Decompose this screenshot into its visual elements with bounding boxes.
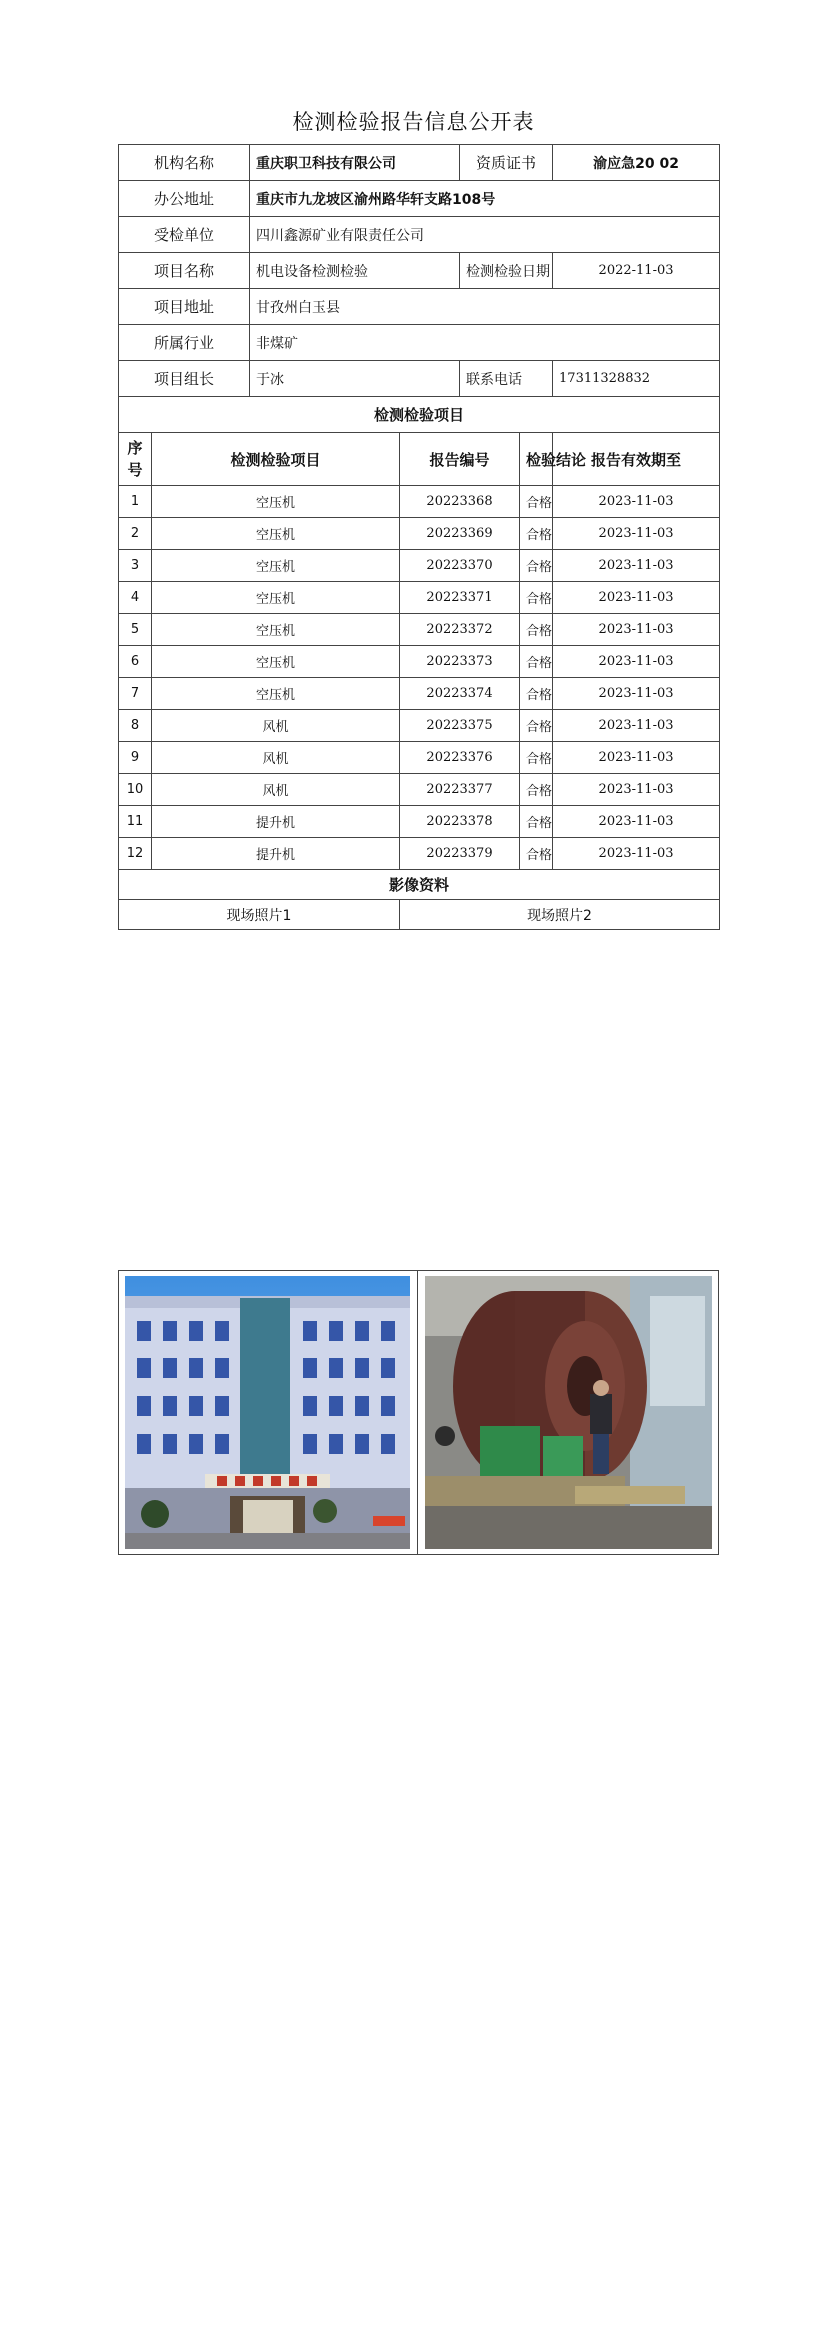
office-label: 办公地址 — [119, 181, 250, 217]
item-conclusion: 合格 — [520, 678, 553, 710]
item-report-no: 20223368 — [400, 486, 520, 518]
header-conclusion: 检验结论 — [520, 433, 553, 486]
item-valid-until: 2023-11-03 — [553, 486, 720, 518]
address-value: 甘孜州白玉县 — [250, 289, 720, 325]
leader-value: 于冰 — [250, 361, 460, 397]
header-seq-line2: 号 — [127, 461, 143, 479]
item-valid-until: 2023-11-03 — [553, 550, 720, 582]
item-seq: 9 — [119, 742, 152, 774]
item-conclusion: 合格 — [520, 518, 553, 550]
item-seq: 1 — [119, 486, 152, 518]
phone-value: 17311328832 — [553, 361, 720, 397]
item-seq: 2 — [119, 518, 152, 550]
phone-label: 联系电话 — [460, 361, 553, 397]
item-valid-until: 2023-11-03 — [553, 678, 720, 710]
item-name: 提升机 — [152, 838, 400, 870]
item-name: 空压机 — [152, 518, 400, 550]
item-name: 空压机 — [152, 678, 400, 710]
item-report-no: 20223372 — [400, 614, 520, 646]
report-table — [118, 144, 720, 930]
project-value: 机电设备检测检验 — [250, 253, 460, 289]
item-seq: 5 — [119, 614, 152, 646]
item-name: 空压机 — [152, 550, 400, 582]
item-seq: 10 — [119, 774, 152, 806]
item-seq: 12 — [119, 838, 152, 870]
table-row — [119, 646, 720, 678]
table-row — [119, 486, 720, 518]
photo-label-1: 现场照片1 — [119, 900, 400, 930]
cert-label: 资质证书 — [460, 145, 553, 181]
item-valid-until: 2023-11-03 — [553, 582, 720, 614]
items-body — [119, 486, 720, 870]
table-row — [119, 550, 720, 582]
items-header-row — [119, 433, 720, 486]
item-conclusion: 合格 — [520, 582, 553, 614]
item-name: 空压机 — [152, 646, 400, 678]
item-report-no: 20223370 — [400, 550, 520, 582]
row-media-title — [119, 870, 720, 900]
industry-value: 非煤矿 — [250, 325, 720, 361]
site-photo-building — [125, 1276, 410, 1549]
row-office — [119, 181, 720, 217]
item-valid-until: 2023-11-03 — [553, 742, 720, 774]
photo-divider — [417, 1271, 418, 1554]
item-valid-until: 2023-11-03 — [553, 710, 720, 742]
item-conclusion: 合格 — [520, 486, 553, 518]
table-row — [119, 838, 720, 870]
row-address — [119, 289, 720, 325]
header-valid-until: 报告有效期至 — [553, 433, 720, 486]
item-valid-until: 2023-11-03 — [553, 646, 720, 678]
item-conclusion: 合格 — [520, 742, 553, 774]
item-valid-until: 2023-11-03 — [553, 518, 720, 550]
item-seq: 7 — [119, 678, 152, 710]
item-name: 风机 — [152, 710, 400, 742]
page-title: 检测检验报告信息公开表 — [292, 110, 535, 134]
table-row — [119, 518, 720, 550]
items-section-title: 检测检验项目 — [119, 397, 720, 433]
table-row — [119, 582, 720, 614]
item-seq: 11 — [119, 806, 152, 838]
row-org — [119, 145, 720, 181]
photo-frame — [118, 1270, 719, 1555]
item-valid-until: 2023-11-03 — [553, 806, 720, 838]
item-conclusion: 合格 — [520, 710, 553, 742]
site-photo-hoist — [425, 1276, 712, 1549]
leader-label: 项目组长 — [119, 361, 250, 397]
table-row — [119, 678, 720, 710]
table-row — [119, 614, 720, 646]
row-industry — [119, 325, 720, 361]
item-report-no: 20223378 — [400, 806, 520, 838]
photo-label-2: 现场照片2 — [400, 900, 720, 930]
org-value: 重庆职卫科技有限公司 — [250, 145, 460, 181]
header-seq — [119, 433, 152, 486]
media-section-title: 影像资料 — [119, 870, 720, 900]
header-report-no: 报告编号 — [400, 433, 520, 486]
item-conclusion: 合格 — [520, 614, 553, 646]
item-report-no: 20223371 — [400, 582, 520, 614]
inspected-label: 受检单位 — [119, 217, 250, 253]
row-photo-labels — [119, 900, 720, 930]
item-name: 空压机 — [152, 582, 400, 614]
item-conclusion: 合格 — [520, 806, 553, 838]
item-name: 提升机 — [152, 806, 400, 838]
item-seq: 4 — [119, 582, 152, 614]
item-conclusion: 合格 — [520, 838, 553, 870]
item-seq: 6 — [119, 646, 152, 678]
industry-label: 所属行业 — [119, 325, 250, 361]
table-row — [119, 774, 720, 806]
row-project — [119, 253, 720, 289]
table-row — [119, 806, 720, 838]
item-name: 空压机 — [152, 614, 400, 646]
row-inspected — [119, 217, 720, 253]
item-name: 风机 — [152, 742, 400, 774]
item-valid-until: 2023-11-03 — [553, 614, 720, 646]
table-row — [119, 742, 720, 774]
item-report-no: 20223377 — [400, 774, 520, 806]
item-report-no: 20223373 — [400, 646, 520, 678]
row-items-title — [119, 397, 720, 433]
item-conclusion: 合格 — [520, 646, 553, 678]
item-report-no: 20223376 — [400, 742, 520, 774]
item-valid-until: 2023-11-03 — [553, 774, 720, 806]
date-value: 2022-11-03 — [553, 253, 720, 289]
inspected-value: 四川鑫源矿业有限责任公司 — [250, 217, 720, 253]
table-row — [119, 710, 720, 742]
item-report-no: 20223374 — [400, 678, 520, 710]
row-leader — [119, 361, 720, 397]
project-label: 项目名称 — [119, 253, 250, 289]
header-item: 检测检验项目 — [152, 433, 400, 486]
address-label: 项目地址 — [119, 289, 250, 325]
item-conclusion: 合格 — [520, 550, 553, 582]
item-conclusion: 合格 — [520, 774, 553, 806]
item-seq: 3 — [119, 550, 152, 582]
item-report-no: 20223379 — [400, 838, 520, 870]
office-value: 重庆市九龙坡区渝州路华轩支路108号 — [250, 181, 720, 217]
item-report-no: 20223369 — [400, 518, 520, 550]
item-valid-until: 2023-11-03 — [553, 838, 720, 870]
header-seq-line1: 序 — [127, 439, 143, 457]
item-name: 空压机 — [152, 486, 400, 518]
item-seq: 8 — [119, 710, 152, 742]
item-name: 风机 — [152, 774, 400, 806]
date-label: 检测检验日期 — [460, 253, 553, 289]
org-label: 机构名称 — [119, 145, 250, 181]
item-report-no: 20223375 — [400, 710, 520, 742]
cert-value: 渝应急20 02 — [553, 145, 720, 181]
